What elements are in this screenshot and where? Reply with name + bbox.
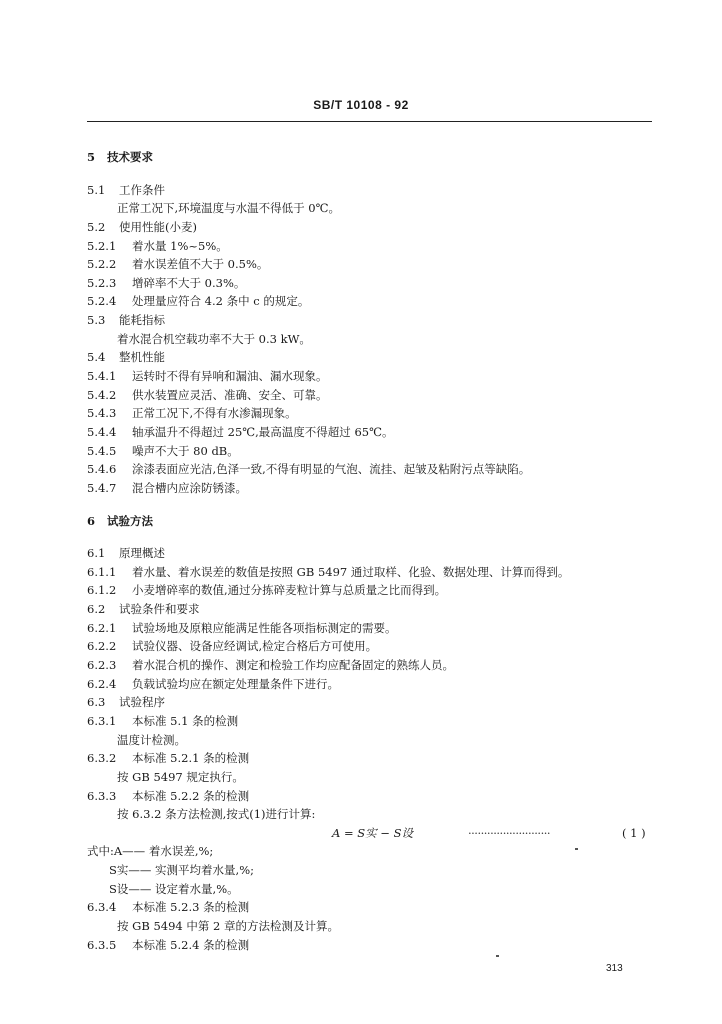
clause-6-3-3: 6.3.3 本标准 5.2.2 条的检测 xyxy=(87,788,250,803)
clause-5-2-4: 5.2.4 处理量应符合 4.2 条中 c 的规定。 xyxy=(87,294,310,309)
where-clause-s-she: S设—— 设定着水量,%。 xyxy=(109,881,239,896)
clause-5-3: 5.3 能耗指标 xyxy=(87,313,165,328)
standard-code-header: SB/T 10108 - 92 xyxy=(313,98,409,112)
formula-number: ( 1 ) xyxy=(622,825,646,840)
clause-6-3-3-text: 按 6.3.2 条方法检测,按式(1)进行计算: xyxy=(117,807,316,822)
clause-5-4-7: 5.4.7 混合槽内应涂防锈漆。 xyxy=(87,480,247,495)
clause-6-2-4: 6.2.4 负载试验均应在额定处理量条件下进行。 xyxy=(87,676,339,691)
clause-6-3-1: 6.3.1 本标准 5.1 条的检测 xyxy=(87,713,239,728)
clause-5-4: 5.4 整机性能 xyxy=(87,350,165,365)
formula-1 xyxy=(87,824,657,843)
clause-6-1: 6.1 原理概述 xyxy=(87,546,165,561)
clause-5-3-text: 着水混合机空载功率不大于 0.3 kW。 xyxy=(117,331,311,346)
where-clause-s-shi: S实—— 实测平均着水量,%; xyxy=(109,863,254,878)
page-number: 313 xyxy=(606,963,623,974)
where-intro: 式中: xyxy=(87,844,114,859)
clause-6-2: 6.2 试验条件和要求 xyxy=(87,602,200,617)
clause-6-2-1: 6.2.1 试验场地及原粮应能满足性能各项指标测定的需要。 xyxy=(87,620,397,635)
clause-5-4-4: 5.4.4 轴承温升不得超过 25℃,最高温度不得超过 65℃。 xyxy=(87,424,394,439)
clause-5-4-1: 5.4.1 运转时不得有异响和漏油、漏水现象。 xyxy=(87,369,328,384)
clause-5-2-3: 5.2.3 增碎率不大于 0.3%。 xyxy=(87,275,246,290)
formula-expression: A = S实 − S设 xyxy=(332,825,413,840)
clause-6-3-4: 6.3.4 本标准 5.2.3 条的检测 xyxy=(87,900,250,915)
clause-5-4-3: 5.4.3 正常工况下,不得有水渗漏现象。 xyxy=(87,406,297,421)
clause-6-3-4-text: 按 GB 5494 中第 2 章的方法检测及计算。 xyxy=(117,918,339,933)
clause-6-3-5: 6.3.5 本标准 5.2.4 条的检测 xyxy=(87,937,250,952)
scan-speck xyxy=(575,848,578,850)
clause-6-3-1-text: 温度计检测。 xyxy=(117,732,186,747)
clause-6-3-2: 6.3.2 本标准 5.2.1 条的检测 xyxy=(87,751,250,766)
where-clause-a xyxy=(87,842,657,861)
clause-6-1-1: 6.1.1 着水量、着水误差的数值是按照 GB 5497 通过取样、化验、数据处理、计算而得到。 xyxy=(87,564,570,579)
clause-6-2-3: 6.2.3 着水混合机的操作、测定和检验工作均应配备固定的熟练人员。 xyxy=(87,658,454,673)
clause-5-2-1: 5.2.1 着水量 1%~5%。 xyxy=(87,238,228,253)
clause-6-2-2: 6.2.2 试验仪器、设备应经调试,检定合格后方可使用。 xyxy=(87,639,378,654)
section-5-heading: 5 技术要求 xyxy=(87,150,153,164)
clause-6-3: 6.3 试验程序 xyxy=(87,695,165,710)
clause-6-1-2: 6.1.2 小麦增碎率的数值,通过分拣碎麦粒计算与总质量之比而得到。 xyxy=(87,583,447,598)
scan-speck xyxy=(496,955,499,957)
header-rule xyxy=(87,121,652,122)
clause-5-4-5: 5.4.5 噪声不大于 80 dB。 xyxy=(87,443,239,458)
section-6-heading: 6 试验方法 xyxy=(87,513,153,528)
document-body xyxy=(87,148,657,954)
clause-5-2: 5.2 使用性能(小麦) xyxy=(87,219,197,234)
clause-6-3-2-text: 按 GB 5497 规定执行。 xyxy=(117,769,244,784)
clause-5-1: 5.1 工作条件 xyxy=(87,182,165,197)
where-a: A—— 着水误差,%; xyxy=(113,844,214,859)
clause-5-4-2: 5.4.2 供水装置应灵活、准确、安全、可靠。 xyxy=(87,387,328,402)
clause-5-2-2: 5.2.2 着水误差值不大于 0.5%。 xyxy=(87,257,269,272)
clause-5-4-6: 5.4.6 涂漆表面应光洁,色泽一致,不得有明显的气泡、流挂、起皱及粘附污点等缺陷。 xyxy=(87,462,531,477)
formula-leader-dots: ·························· xyxy=(468,825,551,840)
clause-5-1-text: 正常工况下,环境温度与水温不得低于 0℃。 xyxy=(117,201,340,216)
